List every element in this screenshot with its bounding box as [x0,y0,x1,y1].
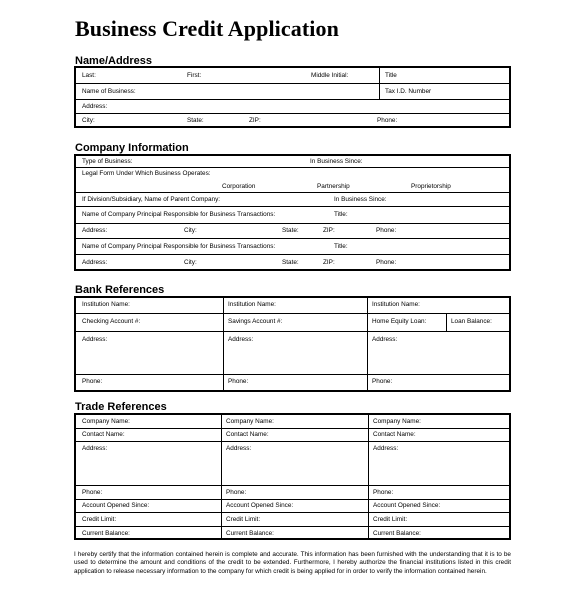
option-partnership[interactable]: Partnership [317,183,350,190]
field-company-address[interactable]: Address: [82,227,108,234]
bank1-address[interactable]: Address: [82,336,108,343]
bank2-address[interactable]: Address: [228,336,254,343]
divider [446,313,447,331]
company-information-box [74,154,511,271]
trade2-credit-limit[interactable]: Credit Limit: [226,516,261,523]
trade1-current-balance[interactable]: Current Balance: [82,530,130,537]
field-tax-id[interactable]: Tax I.D. Number [385,88,432,95]
bank3-institution-name[interactable]: Institution Name: [372,301,420,308]
divider [76,254,509,255]
page-title: Business Credit Application [75,16,339,41]
divider [76,512,509,513]
field-name-of-business[interactable]: Name of Business: [82,88,136,95]
trade2-company-name[interactable]: Company Name: [226,418,274,425]
trade2-account-opened[interactable]: Account Opened Since: [226,502,294,509]
divider [76,113,509,114]
bank-loan-balance[interactable]: Loan Balance: [451,318,492,325]
section-heading-name-address: Name/Address [75,55,153,67]
field-state[interactable]: State: [187,117,204,124]
field-company-state[interactable]: State: [282,227,299,234]
trade1-phone[interactable]: Phone: [82,489,103,496]
divider [379,68,380,99]
bank3-phone[interactable]: Phone: [372,378,393,385]
name-address-box [74,66,511,128]
divider [367,298,368,392]
field-parent-company[interactable]: If Division/Subsidiary, Name of Parent Company: [82,196,221,203]
section-heading-trade-references: Trade References [75,401,167,413]
field-company-city-2[interactable]: City: [184,259,197,266]
field-company-state-2[interactable]: State: [282,259,299,266]
trade3-company-name[interactable]: Company Name: [373,418,421,425]
option-proprietorship[interactable]: Proprietorship [411,183,451,190]
trade3-current-balance[interactable]: Current Balance: [373,530,421,537]
field-last[interactable]: Last: [82,72,96,79]
trade3-credit-limit[interactable]: Credit Limit: [373,516,408,523]
divider [76,192,509,193]
certification-text: I hereby certify that the information contained herein is complete and accurate. This information has been furnished with the understanding that it is to be used to determine the amount and conditions of the credit to be extended. Furthermore, I hereby authorize the financial institutions listed in this credit application to release necessary information to the company for which credit is being applied for in order to verify the information contained herein. [74,551,511,575]
divider [76,331,509,332]
bank-savings-account[interactable]: Savings Account #: [228,318,283,325]
field-phone[interactable]: Phone: [377,117,398,124]
field-principal-title[interactable]: Title: [334,211,348,218]
trade1-contact-name[interactable]: Contact Name: [82,431,125,438]
divider [221,415,222,540]
bank2-institution-name[interactable]: Institution Name: [228,301,276,308]
trade3-contact-name[interactable]: Contact Name: [373,431,416,438]
trade3-address[interactable]: Address: [373,445,399,452]
divider [76,223,509,224]
trade3-phone[interactable]: Phone: [373,489,394,496]
field-middle-initial[interactable]: Middle Initial: [311,72,349,79]
divider [368,415,369,540]
bank1-institution-name[interactable]: Institution Name: [82,301,130,308]
field-legal-form[interactable]: Legal Form Under Which Business Operates: [82,170,211,177]
trade3-account-opened[interactable]: Account Opened Since: [373,502,441,509]
field-company-zip-2[interactable]: ZIP: [323,259,335,266]
bank2-phone[interactable]: Phone: [228,378,249,385]
field-principal-2[interactable]: Name of Company Principal Responsible for Business Transactions: [82,243,276,250]
field-first[interactable]: First: [187,72,202,79]
divider [76,441,509,442]
trade1-address[interactable]: Address: [82,445,108,452]
field-principal[interactable]: Name of Company Principal Responsible for Business Transactions: [82,211,276,218]
trade2-current-balance[interactable]: Current Balance: [226,530,274,537]
divider [223,298,224,392]
divider [76,526,509,527]
divider [76,99,509,100]
bank-home-equity-loan[interactable]: Home Equity Loan: [372,318,427,325]
bank-references-box [74,296,511,392]
divider [76,313,509,314]
field-title[interactable]: Title [385,72,397,79]
field-city[interactable]: City: [82,117,95,124]
divider [76,485,509,486]
field-zip[interactable]: ZIP: [249,117,261,124]
trade1-company-name[interactable]: Company Name: [82,418,130,425]
trade2-contact-name[interactable]: Contact Name: [226,431,269,438]
field-company-zip[interactable]: ZIP: [323,227,335,234]
trade-references-box [74,413,511,540]
divider [76,374,509,375]
section-heading-bank-references: Bank References [75,284,165,296]
divider [76,206,509,207]
trade1-credit-limit[interactable]: Credit Limit: [82,516,117,523]
divider [76,83,509,84]
trade2-phone[interactable]: Phone: [226,489,247,496]
trade2-address[interactable]: Address: [226,445,252,452]
field-in-business-since-2[interactable]: In Business Since: [334,196,387,203]
option-corporation[interactable]: Corporation [222,183,256,190]
divider [76,428,509,429]
field-company-phone[interactable]: Phone: [376,227,397,234]
trade1-account-opened[interactable]: Account Opened Since: [82,502,150,509]
field-address[interactable]: Address: [82,103,108,110]
divider [76,499,509,500]
field-in-business-since[interactable]: In Business Since: [310,158,363,165]
divider [76,238,509,239]
bank1-phone[interactable]: Phone: [82,378,103,385]
field-company-address-2[interactable]: Address: [82,259,108,266]
divider [76,167,509,168]
bank-checking-account[interactable]: Checking Account #: [82,318,141,325]
field-principal-title-2[interactable]: Title: [334,243,348,250]
bank3-address[interactable]: Address: [372,336,398,343]
field-type-of-business[interactable]: Type of Business: [82,158,133,165]
field-company-phone-2[interactable]: Phone: [376,259,397,266]
field-company-city[interactable]: City: [184,227,197,234]
section-heading-company-information: Company Information [75,142,189,154]
